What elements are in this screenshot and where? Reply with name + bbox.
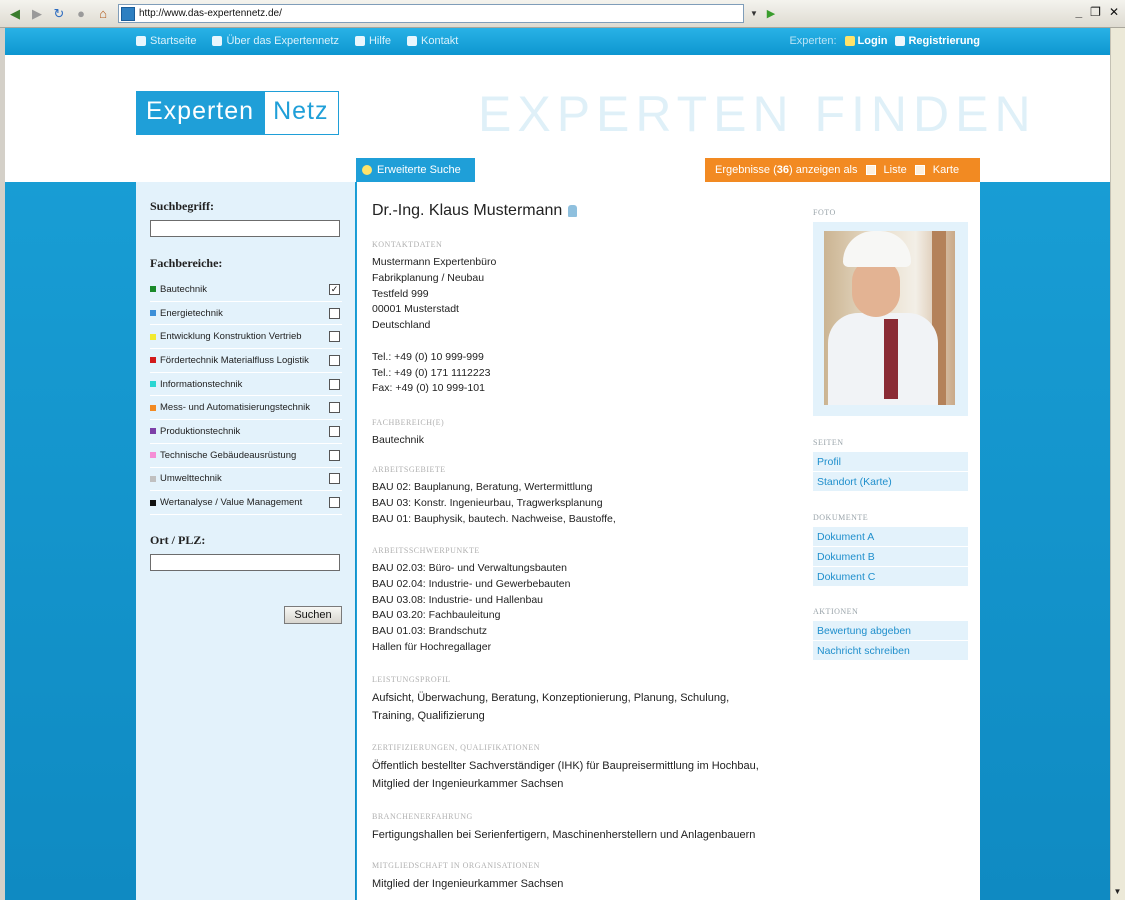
category-item[interactable] xyxy=(150,302,342,326)
document-icon xyxy=(895,36,905,46)
expert-photo xyxy=(824,231,955,405)
category-color-swatch xyxy=(150,476,156,482)
tab-advanced-search[interactable] xyxy=(356,158,475,182)
photo-label: FOTO xyxy=(813,208,836,217)
view-map-link[interactable]: Karte xyxy=(932,164,960,176)
category-item[interactable] xyxy=(150,468,342,492)
experten-label: Experten: xyxy=(789,35,837,47)
pages-label: SEITEN xyxy=(813,438,844,447)
categories-label: Fachbereiche: xyxy=(150,256,223,270)
lock-icon xyxy=(568,205,577,217)
profile-name xyxy=(372,202,577,220)
category-color-swatch xyxy=(150,428,156,434)
category-label: Umwelttechnik xyxy=(160,473,222,485)
section-title: LEISTUNGSPROFIL xyxy=(372,675,451,684)
search-input[interactable] xyxy=(150,220,340,237)
results-text xyxy=(715,164,858,176)
category-checkbox[interactable] xyxy=(329,402,340,413)
category-color-swatch xyxy=(150,334,156,340)
section-body: Fertigungshallen bei Serienfertigern, Maschinenherstellern und Anlagenbauern xyxy=(372,829,756,841)
home-icon[interactable]: ⌂ xyxy=(99,6,107,21)
nav-label: Startseite xyxy=(150,35,197,47)
section-body: Mustermann Expertenbüro Fabrikplanung / Neubau Testfeld 999 00001 Musterstadt Deutschland Tel.: +49 (0) 10 999-999 Tel.: +49 (0) 171 1112223 Fax: +49 (0) 10 999-101 xyxy=(372,256,497,395)
minimize-icon[interactable]: _ xyxy=(1075,5,1083,19)
close-icon[interactable]: ✕ xyxy=(1108,5,1119,19)
category-color-swatch xyxy=(150,310,156,316)
search-button[interactable]: Suchen xyxy=(284,606,342,624)
refresh-icon[interactable]: ↻ xyxy=(53,5,65,21)
category-label: Mess- und Automatisierungstechnik xyxy=(160,402,310,414)
documents-label: DOKUMENTE xyxy=(813,513,869,522)
document-links xyxy=(813,527,968,587)
category-checkbox[interactable] xyxy=(329,473,340,484)
category-item[interactable] xyxy=(150,325,342,349)
section-title: FACHBEREICH(E) xyxy=(372,418,445,427)
vertical-scrollbar[interactable] xyxy=(1110,28,1125,900)
nav-kontakt[interactable] xyxy=(407,35,458,47)
section-title: ZERTIFIZIERUNGEN, QUALIFIKATIONEN xyxy=(372,743,540,752)
home-icon xyxy=(136,36,146,46)
tab-search-label: Erweiterte Suche xyxy=(377,164,461,176)
section-body: Bautechnik xyxy=(372,434,424,446)
register-link[interactable] xyxy=(895,35,980,47)
action-link[interactable]: Bewertung abgeben xyxy=(813,621,968,641)
pages-links xyxy=(813,452,968,492)
category-color-swatch xyxy=(150,405,156,411)
category-color-swatch xyxy=(150,452,156,458)
page-link[interactable]: Profil xyxy=(813,452,968,472)
address-dropdown-icon[interactable]: ▼ xyxy=(750,9,758,18)
category-label: Technische Gebäudeausrüstung xyxy=(160,449,297,461)
section-title: BRANCHENERFAHRUNG xyxy=(372,812,473,821)
address-text: http://www.das-expertennetz.de/ xyxy=(139,8,282,19)
location-label: Ort / PLZ: xyxy=(150,532,206,547)
category-label: Wertanalyse / Value Management xyxy=(160,497,303,509)
register-label: Registrierung xyxy=(908,35,980,47)
logo-part-netz: Netz xyxy=(264,91,339,135)
address-bar[interactable] xyxy=(118,4,744,23)
login-label: Login xyxy=(857,35,888,47)
nav-label: Über das Expertennetz xyxy=(226,35,339,47)
category-color-swatch xyxy=(150,500,156,506)
person-icon xyxy=(212,36,222,46)
lightbulb-icon xyxy=(362,165,372,175)
help-icon xyxy=(355,36,365,46)
section-title: ARBEITSSCHWERPUNKTE xyxy=(372,546,480,555)
go-icon[interactable]: ▶ xyxy=(766,8,776,20)
top-navigation-bar xyxy=(5,28,1110,55)
header-watermark: EXPERTEN FINDEN xyxy=(478,86,1037,142)
section-title: MITGLIEDSCHAFT IN ORGANISATIONEN xyxy=(372,861,540,870)
document-link[interactable]: Dokument C xyxy=(813,567,968,587)
action-link[interactable]: Nachricht schreiben xyxy=(813,641,968,661)
map-icon xyxy=(915,165,925,175)
category-list xyxy=(150,278,342,515)
category-checkbox[interactable] xyxy=(329,308,340,319)
profile-name-text: Dr.-Ing. Klaus Mustermann xyxy=(372,202,563,219)
nav-label: Hilfe xyxy=(368,35,391,47)
scroll-down-icon[interactable]: ▼ xyxy=(1113,887,1122,896)
category-color-swatch xyxy=(150,357,156,363)
action-links xyxy=(813,621,968,661)
search-sidebar xyxy=(136,182,355,900)
forward-icon[interactable]: ▶ xyxy=(32,5,42,21)
category-item[interactable] xyxy=(150,420,342,444)
search-term-label: Suchbegriff: xyxy=(150,199,214,213)
section-body: Öffentlich bestellter Sachverständiger (IHK) für Baupreisermittlung im Hochbau, Mitglied der Ingenieurkammer Sachsen xyxy=(372,760,759,790)
category-label: Produktionstechnik xyxy=(160,425,241,437)
category-checkbox[interactable] xyxy=(329,497,340,508)
back-icon[interactable]: ◀ xyxy=(10,5,20,21)
photo-frame xyxy=(813,222,968,416)
restore-icon[interactable]: ❐ xyxy=(1090,5,1101,19)
login-link[interactable] xyxy=(845,35,888,47)
category-checkbox[interactable] xyxy=(329,379,340,390)
category-checkbox[interactable] xyxy=(329,331,340,342)
nav-startseite[interactable] xyxy=(136,35,196,47)
category-item[interactable] xyxy=(150,396,342,420)
nav-hilfe[interactable] xyxy=(355,35,391,47)
document-link[interactable]: Dokument B xyxy=(813,547,968,567)
category-label: Energietechnik xyxy=(160,307,223,319)
results-suffix: ) anzeigen als xyxy=(789,164,858,176)
mail-icon xyxy=(407,36,417,46)
category-label: Entwicklung Konstruktion Vertrieb xyxy=(160,331,302,343)
results-bar xyxy=(705,158,980,182)
section-title: ARBEITSGEBIETE xyxy=(372,465,446,474)
section-title: KONTAKTDATEN xyxy=(372,240,443,249)
category-item[interactable] xyxy=(150,349,342,373)
results-count: 36 xyxy=(776,164,790,176)
category-checkbox[interactable] xyxy=(329,426,340,437)
location-input[interactable] xyxy=(150,554,340,571)
page-link[interactable]: Standort (Karte) xyxy=(813,472,968,492)
section-body: BAU 02: Bauplanung, Beratung, Wertermittlung BAU 03: Konstr. Ingenieurbau, Tragwerksplanung BAU 01: Bauphysik, bautech. Nachweise, Baustoffe, xyxy=(372,481,616,525)
stop-icon[interactable]: ● xyxy=(77,6,85,21)
category-label: Informationstechnik xyxy=(160,378,243,390)
section-body: Aufsicht, Überwachung, Beratung, Konzeptionierung, Planung, Schulung, Training, Qualifizierung xyxy=(372,692,730,722)
site-logo[interactable] xyxy=(136,91,339,135)
list-icon xyxy=(866,165,876,175)
account-nav xyxy=(789,35,980,47)
document-link[interactable]: Dokument A xyxy=(813,527,968,547)
category-color-swatch xyxy=(150,286,156,292)
category-checkbox[interactable]: ✓ xyxy=(330,283,339,294)
results-prefix: Ergebnisse ( xyxy=(715,164,777,176)
category-color-swatch xyxy=(150,381,156,387)
category-item[interactable] xyxy=(150,444,342,468)
actions-label: AKTIONEN xyxy=(813,607,859,616)
window-controls xyxy=(1075,5,1119,19)
section-body: BAU 02.03: Büro- und Verwaltungsbauten BAU 02.04: Industrie- und Gewerbebauten BAU 03.08: Industrie- und Hallenbau BAU 03.20: Fachbauleitung BAU 01.03: Brandschutz Hallen für Hochregallager xyxy=(372,562,571,653)
category-item[interactable] xyxy=(150,373,342,397)
view-list-link[interactable]: Liste xyxy=(883,164,907,176)
nav-ueber[interactable] xyxy=(212,35,339,47)
main-nav xyxy=(136,35,458,47)
section-body: Mitglied der Ingenieurkammer Sachsen xyxy=(372,878,564,890)
category-item[interactable] xyxy=(150,278,342,302)
category-label: Bautechnik xyxy=(160,283,208,295)
category-item[interactable] xyxy=(150,491,342,515)
logo-part-experten: Experten xyxy=(136,91,264,135)
category-checkbox[interactable] xyxy=(329,355,340,366)
nav-label: Kontakt xyxy=(421,35,459,47)
browser-toolbar xyxy=(0,0,1125,28)
category-checkbox[interactable] xyxy=(329,450,340,461)
web-page xyxy=(5,28,1110,900)
key-icon xyxy=(845,36,855,46)
category-label: Fördertechnik Materialfluss Logistik xyxy=(160,354,309,366)
favicon-icon xyxy=(121,7,135,21)
